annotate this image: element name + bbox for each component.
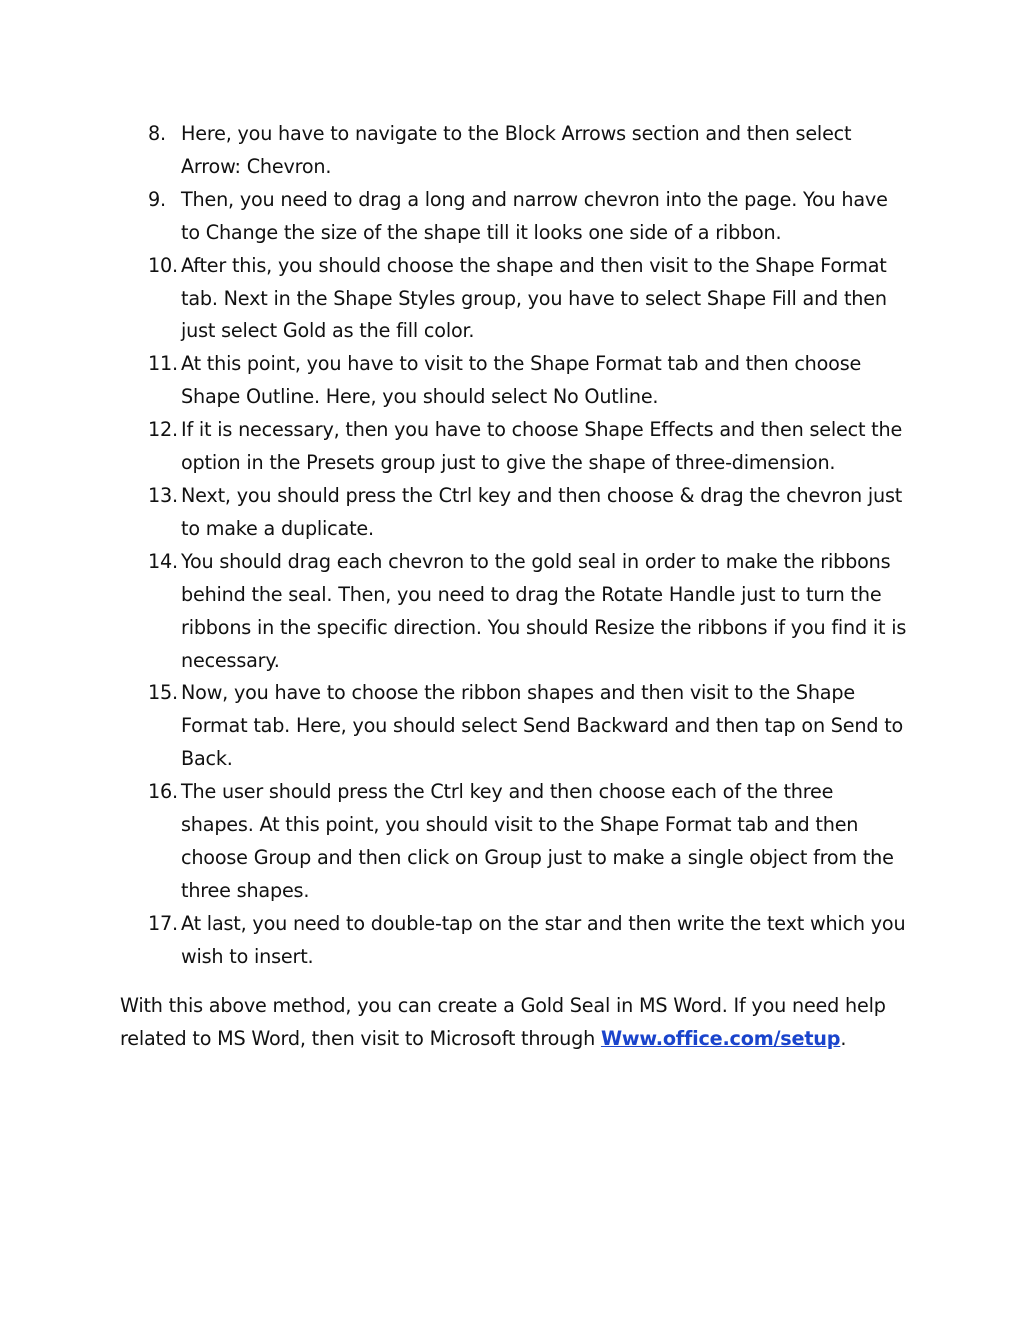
step-number: 14. [148,549,178,573]
step-number: 11. [148,352,178,376]
step-number: 17. [148,911,178,935]
step-number: 13. [148,483,178,507]
step-text: After this, you should choose the shape and then visit to the Shape Format tab. Next in the Shape Styles group, you have to select Shape Fill and then just select Gold as the fill color. [181,253,887,343]
step-text: Now, you have to choose the ribbon shapes and then visit to the Shape Format tab. Here, you should select Send Backward and then tap on Send to Back. [181,681,904,771]
list-item-step-16 [148,776,908,908]
list-item-step-17 [148,908,908,974]
step-number: 10. [148,253,178,277]
instruction-list [148,118,908,974]
step-text: Here, you have to navigate to the Block Arrows section and then select Arrow: Chevron. [181,122,852,178]
office-setup-link[interactable]: Www.office.com/setup [600,1026,841,1050]
list-item-step-12 [148,414,908,480]
step-number: 9. [148,187,166,211]
step-text: Next, you should press the Ctrl key and then choose & drag the chevron just to make a duplicate. [181,483,903,540]
step-number: 12. [148,418,178,442]
step-number: 8. [148,122,166,145]
closing-period: . [840,1026,847,1050]
list-item-step-13 [148,480,908,546]
step-text: The user should press the Ctrl key and then choose each of the three shapes. At this point, you should visit to the Shape Format tab and then choose Group and then click on Group just to make a single object from the three shapes. [181,780,894,902]
step-text: If it is necessary, then you have to choose Shape Effects and then select the option in the Presets group just to give the shape of three-dimension. [181,418,903,475]
step-text: You should drag each chevron to the gold seal in order to make the ribbons behind the seal. Then, you need to drag the Rotate Handle just to turn the ribbons in the specific direction. You should Resize the ribbons if you find it is necessary. [181,549,907,672]
list-item-step-14 [148,546,908,678]
list-item-step-9 [148,184,908,250]
closing-paragraph [120,990,920,1056]
step-text: Then, you need to drag a long and narrow chevron into the page. You have to Change the size of the shape till it looks one side of a ribbon. [181,187,888,244]
list-item-step-15 [148,677,908,776]
step-number: 15. [148,681,178,705]
closing-text: With this above method, you can create a Gold Seal in MS Word. If you need help related to MS Word, then visit to Microsoft through [120,994,886,1050]
list-item-step-11 [148,348,908,414]
list-item-step-8 [148,118,908,184]
step-number: 16. [148,780,178,804]
list-item-step-10 [148,250,908,349]
step-text: At this point, you have to visit to the Shape Format tab and then choose Shape Outline. Here, you should select No Outline. [181,352,862,409]
step-text: At last, you need to double-tap on the star and then write the text which you wish to insert. [181,911,906,968]
